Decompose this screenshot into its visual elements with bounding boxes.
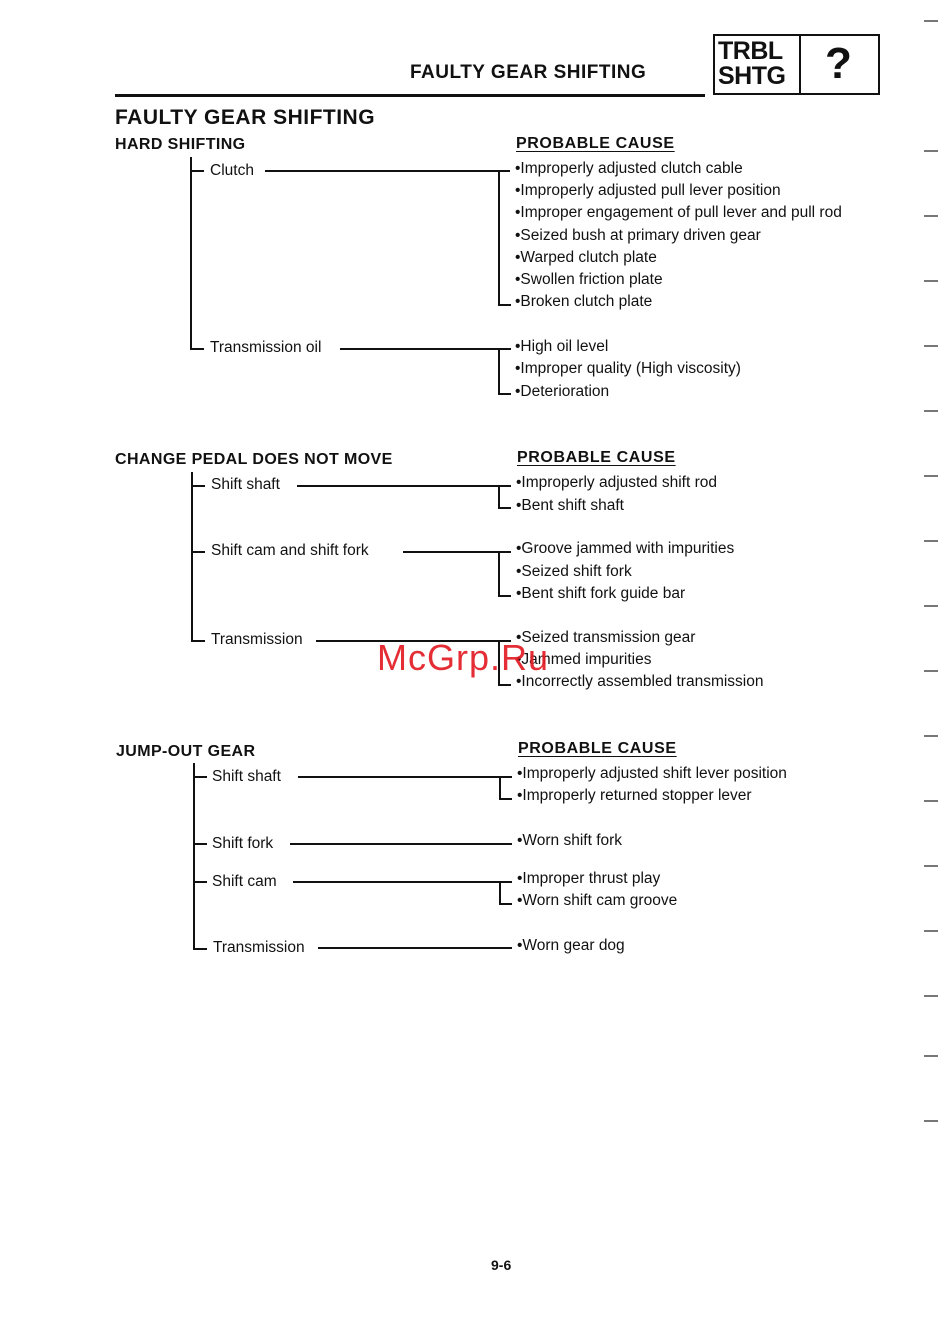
cause-bracket	[498, 348, 500, 394]
leader-line	[298, 776, 512, 778]
cause-item: •Improperly returned stopper lever	[517, 787, 752, 804]
item-label: Shift fork	[212, 835, 274, 852]
margin-mark	[924, 215, 938, 217]
cause-bracket	[499, 776, 501, 799]
cause-bracket-foot	[498, 304, 511, 306]
leader-line	[318, 947, 512, 949]
section-tab-divider	[799, 36, 801, 93]
tree-branch	[193, 948, 207, 950]
leader-line	[265, 170, 510, 172]
tree-branch	[191, 640, 205, 642]
cause-item: •Improper engagement of pull lever and pull rod	[515, 204, 842, 221]
cause-item: •Improperly adjusted shift rod	[516, 474, 717, 491]
margin-mark	[924, 150, 938, 152]
page-number: 9-6	[491, 1257, 512, 1273]
leader-line	[293, 881, 512, 883]
page-title: FAULTY GEAR SHIFTING	[115, 106, 376, 129]
leader-line	[290, 843, 512, 845]
item-label: Shift cam and shift fork	[211, 542, 369, 559]
probable-cause-heading: PROBABLE CAUSE	[517, 449, 676, 466]
margin-mark	[924, 345, 938, 347]
cause-item: •Worn gear dog	[517, 937, 625, 954]
header-title: FAULTY GEAR SHIFTING	[410, 62, 647, 83]
cause-item: •Warped clutch plate	[515, 249, 657, 266]
tree-trunk	[193, 763, 195, 949]
tree-branch	[191, 551, 205, 553]
cause-bracket	[499, 881, 501, 904]
margin-mark	[924, 800, 938, 802]
cause-bracket-foot	[498, 684, 511, 686]
margin-mark	[924, 865, 938, 867]
cause-item: •Improperly adjusted clutch cable	[515, 160, 743, 177]
cause-item: •Broken clutch plate	[515, 293, 653, 310]
cause-item: •Seized transmission gear	[516, 629, 696, 646]
header-rule	[115, 94, 705, 97]
question-mark-icon: ?	[825, 39, 852, 88]
tree-branch	[193, 776, 207, 778]
cause-item: •Improper thrust play	[517, 870, 661, 887]
margin-mark	[924, 280, 938, 282]
cause-item: •Swollen friction plate	[515, 271, 663, 288]
margin-mark	[924, 1055, 938, 1057]
probable-cause-heading: PROBABLE CAUSE	[516, 135, 675, 152]
cause-item: •Incorrectly assembled transmission	[516, 673, 764, 690]
margin-mark	[924, 20, 938, 22]
probable-cause-heading: PROBABLE CAUSE	[518, 740, 677, 757]
cause-bracket-foot	[499, 798, 512, 800]
margin-mark	[924, 735, 938, 737]
item-label: Shift cam	[212, 873, 277, 890]
item-label: Shift shaft	[212, 768, 281, 785]
cause-item: •Groove jammed with impurities	[516, 540, 735, 557]
cause-item: •Seized shift fork	[516, 563, 632, 580]
item-label: Transmission	[213, 939, 305, 956]
margin-mark	[924, 1120, 938, 1122]
cause-item: •Seized bush at primary driven gear	[515, 227, 761, 244]
section-title-change-pedal: CHANGE PEDAL DOES NOT MOVE	[115, 451, 393, 468]
margin-mark	[924, 930, 938, 932]
cause-item: •Worn shift cam groove	[517, 892, 678, 909]
item-label: Shift shaft	[211, 476, 280, 493]
cause-item: •Improperly adjusted pull lever position	[515, 182, 781, 199]
tree-branch	[191, 485, 205, 487]
leader-line	[403, 551, 511, 553]
item-label: Clutch	[210, 162, 254, 179]
section-title-jump-out-gear: JUMP-OUT GEAR	[116, 743, 256, 760]
cause-bracket	[498, 170, 500, 305]
section-title-hard-shifting: HARD SHIFTING	[115, 136, 246, 153]
cause-item: •Bent shift shaft	[516, 497, 624, 514]
cause-bracket-foot	[498, 507, 511, 509]
margin-mark	[924, 670, 938, 672]
cause-item: •Improper quality (High viscosity)	[515, 360, 741, 377]
margin-mark	[924, 605, 938, 607]
cause-bracket	[498, 551, 500, 596]
leader-line	[340, 348, 511, 350]
item-label: Transmission	[211, 631, 303, 648]
tree-branch	[193, 881, 207, 883]
margin-mark	[924, 995, 938, 997]
cause-bracket-foot	[499, 903, 512, 905]
tab-label-line2: SHTG	[718, 62, 786, 90]
margin-mark	[924, 475, 938, 477]
cause-bracket-foot	[498, 393, 511, 395]
margin-mark	[924, 540, 938, 542]
tree-trunk	[190, 157, 192, 349]
cause-bracket	[498, 485, 500, 508]
cause-item: •Deterioration	[515, 383, 610, 400]
tree-branch	[193, 843, 207, 845]
cause-item: •Worn shift fork	[517, 832, 623, 849]
tab-label-line1: TRBL	[718, 37, 783, 65]
tree-trunk	[191, 472, 193, 641]
margin-mark	[924, 410, 938, 412]
cause-item: •Bent shift fork guide bar	[516, 585, 686, 602]
tree-branch	[190, 348, 204, 350]
cause-item: •Improperly adjusted shift lever position	[517, 765, 787, 782]
watermark: McGrp.Ru	[377, 637, 550, 678]
cause-item: •High oil level	[515, 338, 609, 355]
item-label: Transmission oil	[210, 339, 322, 356]
tree-branch	[190, 170, 204, 172]
cause-bracket-foot	[498, 595, 511, 597]
leader-line	[297, 485, 511, 487]
cause-item: •Jammed impurities	[516, 651, 652, 668]
